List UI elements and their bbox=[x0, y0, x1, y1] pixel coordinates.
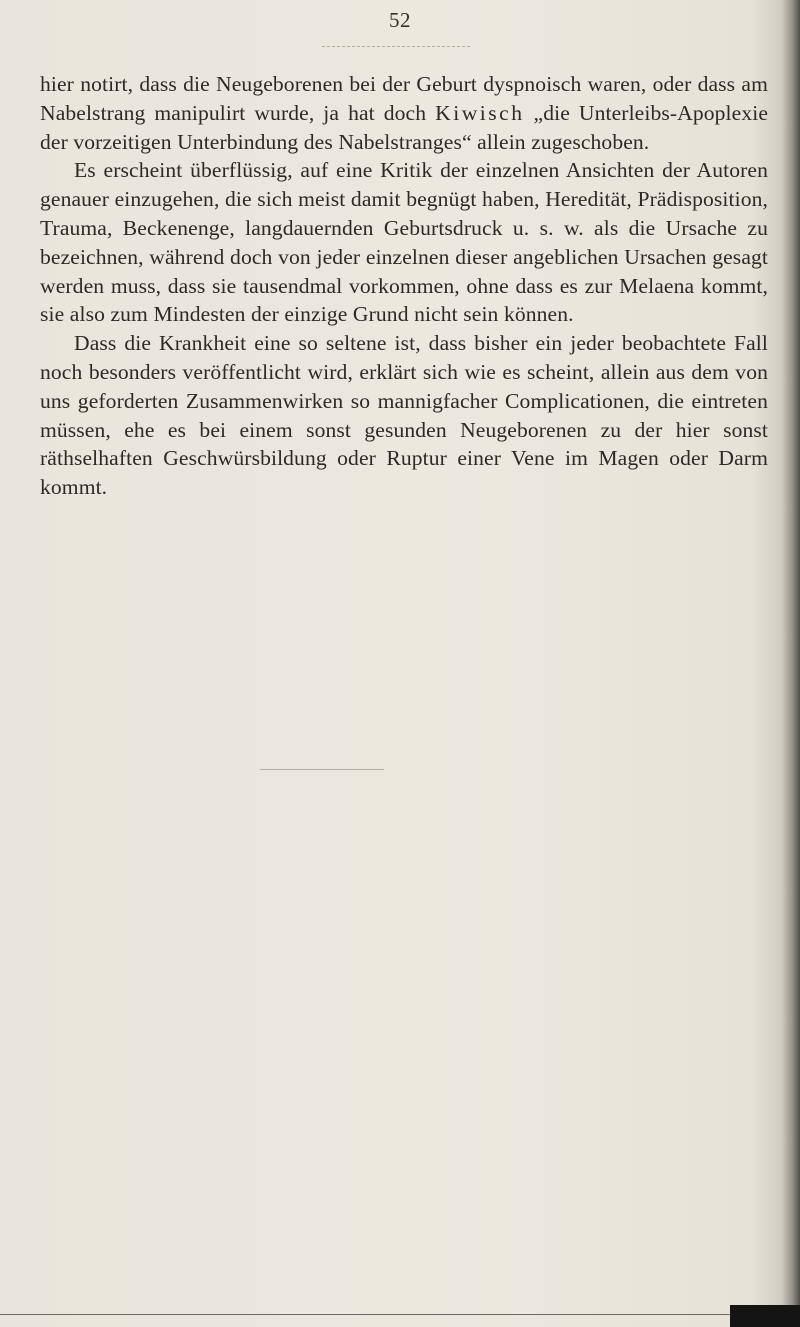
page-number: 52 bbox=[389, 8, 411, 32]
paragraph-2: Es erscheint überflüssig, auf eine Kritik der einzelnen Ansichten der Autoren genauer einzugehen, die sich meist damit begnügt haben, Heredität, Prädisposition, Trauma, Beckenenge, langdauernden Geburtsdruck u. s. w. als die Ursache zu bezeichnen, während doch von jeder einzelnen dieser angeblichen Ursachen gesagt werden muss, dass sie tausendmal vorkommen, ohne dass es zur Melaena kommt, sie also zum Mindesten der einzige Grund nicht sein können. bbox=[40, 158, 768, 327]
paragraph-1 bbox=[40, 70, 768, 156]
paragraph-1-text-start: hier notirt, dass die Neugeborenen bei der Geburt dyspnoisch waren, oder dass am Nabelstrang manipulirt wurde, ja hat doch bbox=[40, 72, 768, 125]
bottom-rule bbox=[0, 1314, 730, 1315]
paragraph-3: Dass die Krankheit eine so seltene ist, dass bisher ein jeder beobachtete Fall noch besonders veröffentlicht wird, erklärt sich wie es scheint, allein aus dem von uns geforderten Zusammenwirken so mannigfacher Complicationen, die eintreten müssen, ehe es bei einem sonst gesunden Neugeborenen zu der hier sonst räthselhaften Geschwürsbildung oder Ruptur einer Vene im Magen oder Darm kommt. bbox=[40, 331, 768, 500]
header-ornament-rule bbox=[322, 46, 470, 47]
page-edge-shadow bbox=[782, 0, 800, 1327]
author-name-kiwisch: Kiwisch bbox=[435, 100, 525, 125]
body-text bbox=[40, 70, 768, 502]
paragraph-1-text-end: „die Unterleibs-Apoplexie der vorzeitigen Unterbindung des Nabelstranges“ allein zugeschoben. bbox=[40, 100, 768, 154]
footnote-rule bbox=[260, 769, 384, 770]
scan-corner-mark bbox=[730, 1305, 800, 1327]
